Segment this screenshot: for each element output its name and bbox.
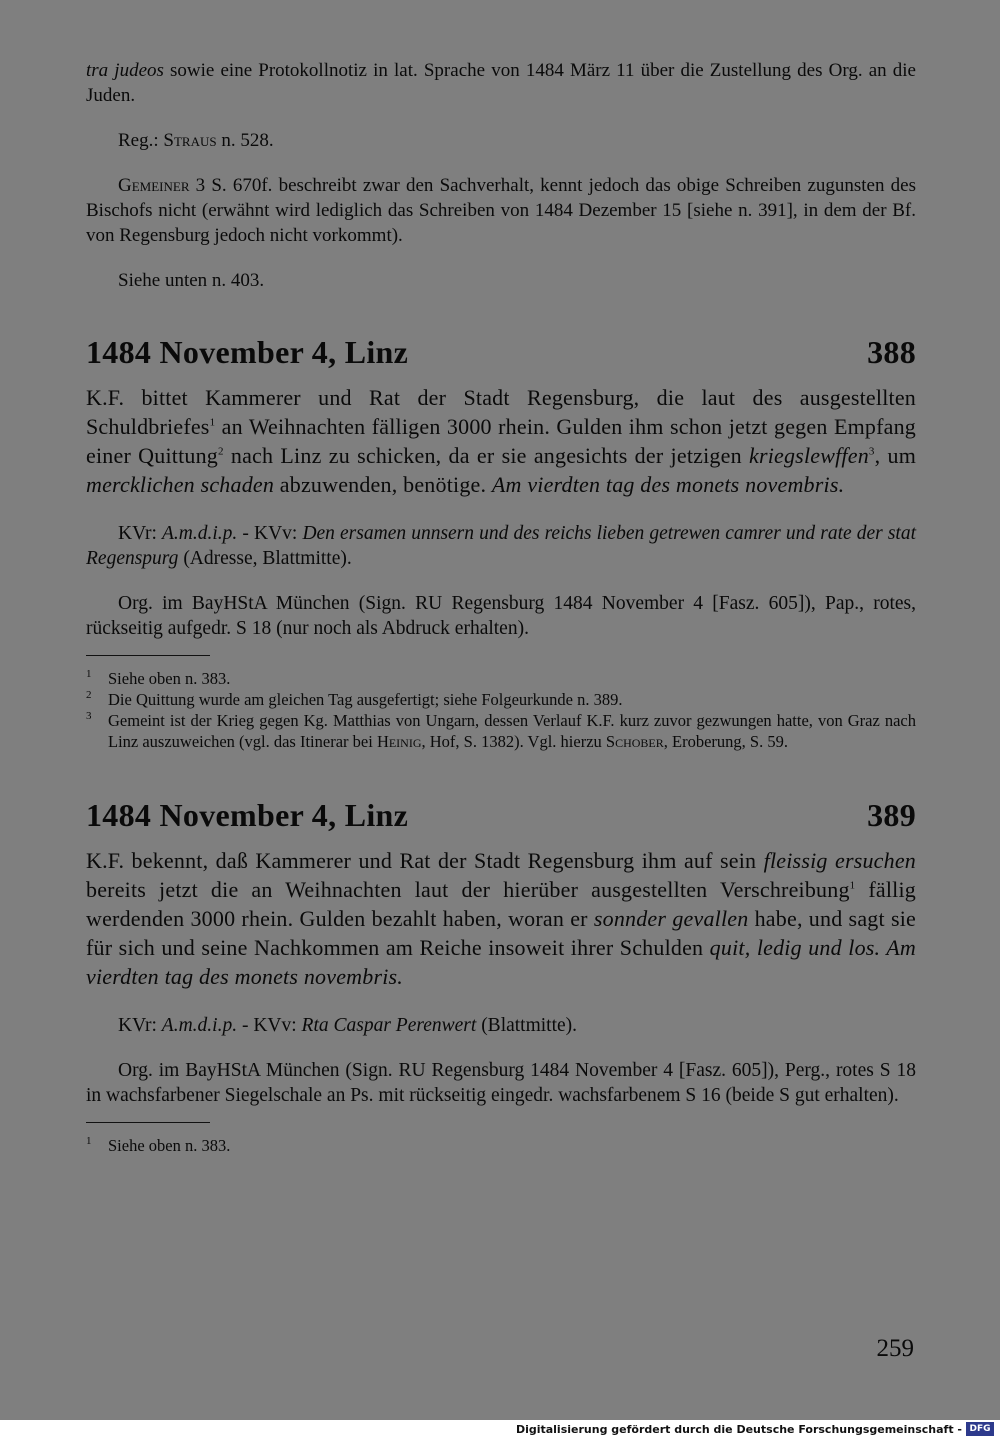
fn3-text-b: , Hof, S. 1382). Vgl. hierzu (421, 732, 606, 751)
entry-388-org: Org. im BayHStA München (Sign. RU Regensburg 1484 November 4 [Fasz. 605]), Pap., rotes, rückseitig aufgedr. S 18 (nur noch als Abdruck erhalten). (86, 593, 916, 639)
footnote-number: 2 (86, 689, 92, 701)
entry-389-italic-2: sonnder gevallen (593, 906, 749, 931)
entry-389-date: 1484 November 4, Linz (86, 797, 409, 833)
dfg-credit-text: Digitalisierung gefördert durch die Deutsche Forschungsgemeinschaft - (515, 1423, 962, 1436)
kv-mid: - KVv: (237, 1015, 302, 1036)
document-page (86, 58, 916, 1156)
entry-389-heading (86, 796, 916, 834)
dfg-logo-icon: DFG (966, 1422, 994, 1436)
footnote-text: Siehe oben n. 383. (108, 669, 231, 688)
footnote-number: 1 (86, 1135, 92, 1147)
entry-389-text-d: habe, und sagt sie für sich und seine Nachkommen am Reiche insoweit ihrer Schulden (86, 906, 916, 960)
footnote-separator (86, 1122, 210, 1123)
kv-address: Den ersamen unnsern und des reichs lieben getrewen camrer und rate der stat Regenspurg (86, 523, 917, 569)
entry-389-italic-3: quit, ledig und los. Am vierdten tag des monets novembris. (86, 935, 916, 989)
footnote-ref-1[interactable]: 1 (849, 879, 856, 892)
kv-mid: - KVv: (237, 523, 303, 544)
entry-389-body (86, 846, 916, 991)
footnote-separator (86, 655, 210, 656)
reg-prefix: Reg.: (118, 130, 164, 151)
fn3-author-heinig: Heinig (376, 732, 422, 751)
intro-text: sowie eine Protokollnotiz in lat. Sprache von 1484 März 11 über die Zustellung des Org. an die Juden. (86, 60, 916, 106)
footnote-2 (86, 689, 916, 710)
intro-italic: tra judeos (86, 60, 164, 81)
entry-388-italic-3: Am vierdten tag des monets novembris. (491, 472, 845, 497)
fn3-author-schober: Schober (605, 732, 664, 751)
kv-prefix: KVr: (118, 1015, 162, 1036)
entry-388-text-c: nach Linz zu schicken, da er sie angesichts der jetzigen (223, 443, 749, 468)
entry-389-text-a: K.F. bekennt, daß Kammerer und Rat der Stadt Regensburg ihm auf sein (86, 848, 764, 873)
entry-388-italic-2: mercklichen schaden (86, 472, 275, 497)
footnote-1 (86, 668, 916, 689)
page-number: 259 (876, 1335, 914, 1362)
entry-388-italic-1: kriegslewffen (748, 443, 869, 468)
entry-388-date: 1484 November 4, Linz (86, 334, 409, 370)
footnote-text (108, 710, 916, 752)
footnote-1 (86, 1135, 916, 1156)
entry-389-text-b: bereits jetzt die an Weihnachten laut der hierüber ausgestellten Verschreibung (86, 877, 850, 902)
fn3-text-c: , Eroberung, S. 59. (663, 732, 788, 751)
footnote-number: 1 (86, 668, 92, 680)
footnote-ref-1[interactable]: 1 (209, 416, 216, 429)
footnote-ref-2[interactable]: 2 (218, 445, 224, 458)
entry-389-org: Org. im BayHStA München (Sign. RU Regensburg 1484 November 4 [Fasz. 605]), Perg., rotes S 18 in wachsfarbener Siegelschale an Ps. mit rückseitig eingedr. wachsfarbenem S 16 (beide S gut erhalten). (86, 1060, 916, 1106)
footnote-ref-3[interactable]: 3 (868, 445, 875, 458)
intro-paragraph (86, 58, 916, 108)
kv-amdip: A.m.d.i.p. (161, 1015, 238, 1036)
entry-389-italic-1: fleissig ersuchen (763, 848, 916, 873)
entry-388-number: 388 (867, 334, 916, 370)
entry-388-footnotes (86, 668, 916, 752)
reg-author: Straus (163, 130, 217, 151)
entry-389-text-c: fällig werdenden 3000 rhein. Gulden bezahlt haben, woran er (86, 877, 917, 931)
entry-388-text-b: an Weihnachten fälligen 3000 rhein. Gulden ihm schon jetzt gegen Empfang einer Quittung (86, 414, 916, 468)
entry-388-text-d: , um (874, 443, 917, 468)
footnote-text: Siehe oben n. 383. (108, 1136, 231, 1155)
entry-388-heading (86, 333, 916, 371)
fn3-text-a: Gemeint ist der Krieg gegen Kg. Matthias von Ungarn, dessen Verlauf K.F. kurz zuvor gezwungen hatte, von Graz nach Linz auszuweichen (vgl. das Itinerar bei (108, 711, 916, 751)
kv-suffix: (Adresse, Blattmitte). (178, 548, 352, 569)
entry-389-kv (86, 1013, 916, 1038)
digitization-footer (0, 1420, 1000, 1439)
footnote-text: Die Quittung wurde am gleichen Tag ausgefertigt; siehe Folgeurkunde n. 389. (108, 690, 623, 709)
reg-suffix: n. 528. (216, 130, 274, 151)
gemeiner-paragraph (86, 173, 916, 248)
gemeiner-author: Gemeiner (118, 175, 190, 196)
entry-389-number: 389 (867, 797, 916, 833)
footnote-3 (86, 710, 916, 752)
gemeiner-text: 3 S. 670f. beschreibt zwar den Sachverhalt, kennt jedoch das obige Schreiben zugunsten des Bischofs nicht (erwähnt wird lediglich das Schreiben von 1484 Dezember 15 [siehe n. 391], in dem der Bf. von Regensburg jedoch nicht vorkommt). (86, 175, 916, 246)
entry-389-footnotes (86, 1135, 916, 1156)
entry-388-body (86, 383, 916, 499)
footnote-number: 3 (86, 710, 92, 722)
kv-amdip: A.m.d.i.p. (162, 523, 238, 544)
kv-suffix: (Blattmitte). (476, 1015, 578, 1036)
entry-388-text-a: K.F. bittet Kammerer und Rat der Stadt Regensburg, die laut des ausgestellten Schuldbriefes (86, 385, 916, 439)
kv-address: Rta Caspar Perenwert (301, 1015, 477, 1036)
entry-388-kv (86, 521, 916, 571)
siehe-unten: Siehe unten n. 403. (118, 270, 265, 291)
entry-388-text-e: abzuwenden, benötige. (274, 472, 492, 497)
reg-line (86, 128, 916, 153)
kv-prefix: KVr: (118, 523, 163, 544)
